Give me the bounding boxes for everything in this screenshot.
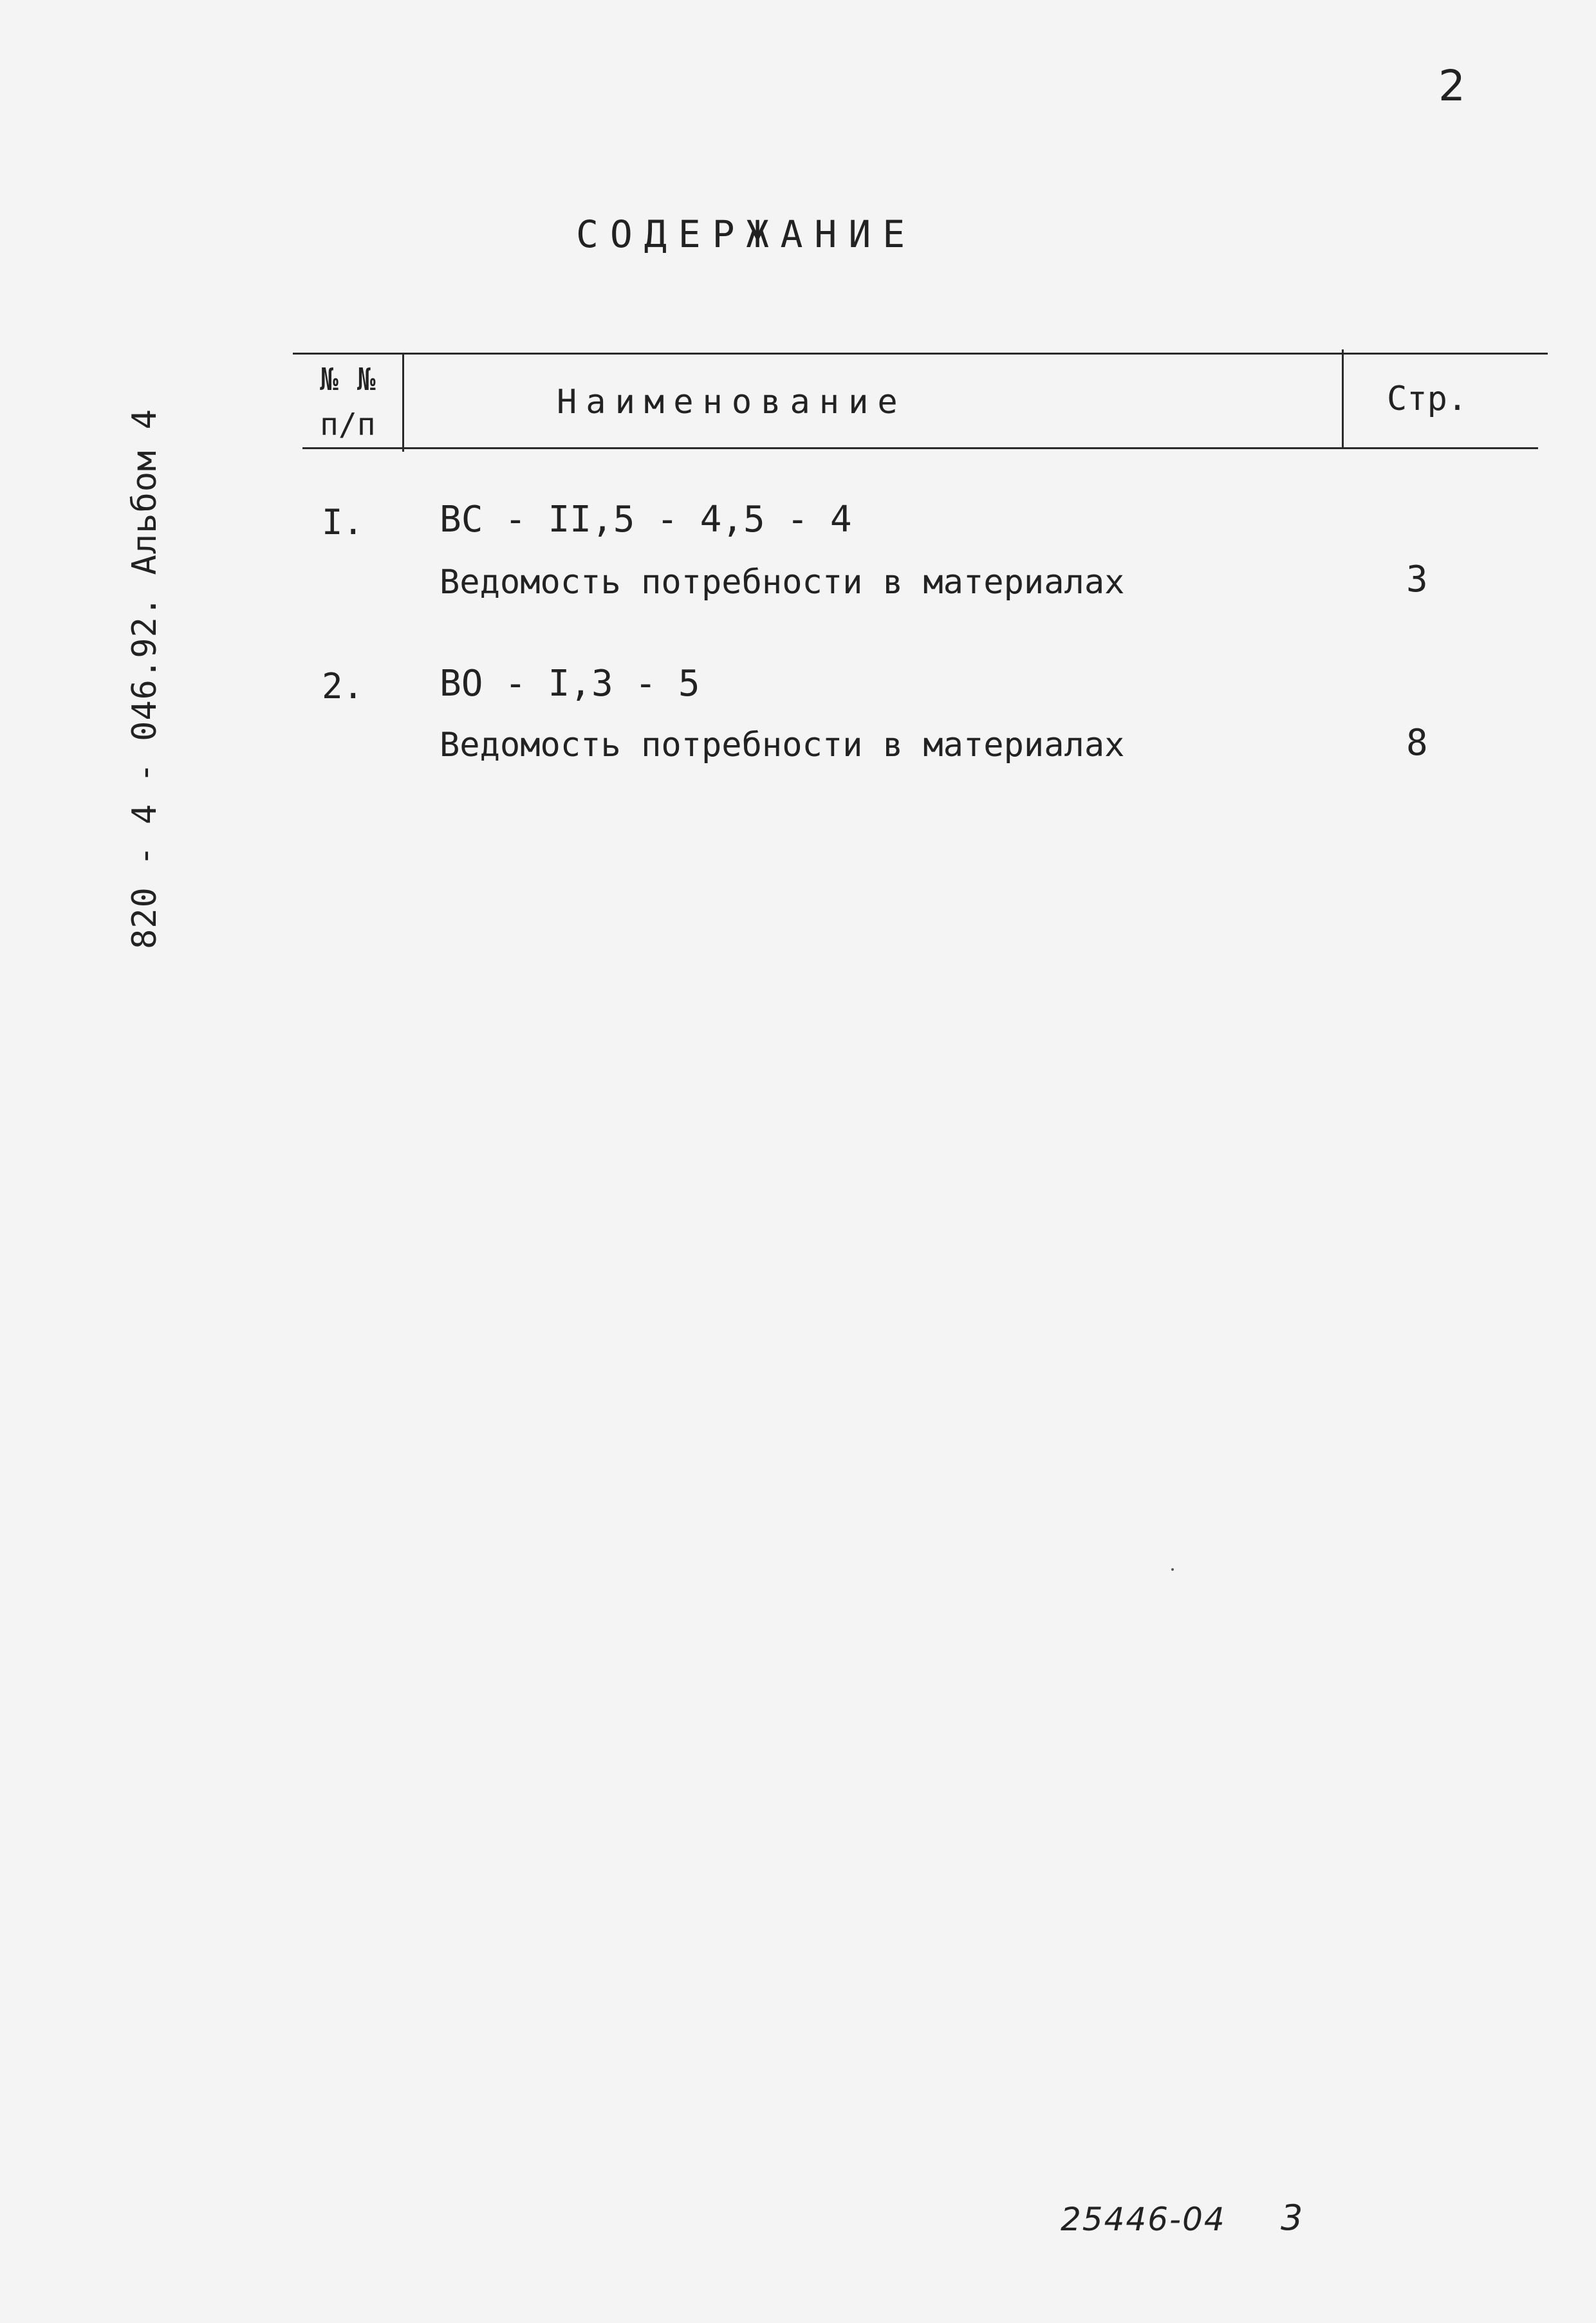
table-top-line	[293, 353, 1548, 355]
paper-speck	[1171, 1568, 1174, 1571]
row-description: Ведомость потребности в материалах	[440, 726, 1125, 764]
row-code: ВО - I,3 - 5	[440, 663, 700, 705]
row-number: 2.	[322, 666, 364, 707]
footer-sheet-number: 3	[1281, 2198, 1303, 2238]
row-code: ВС - II,5 - 4,5 - 4	[440, 499, 852, 541]
row-page: 8	[1406, 722, 1428, 764]
page-number: 2	[1438, 61, 1465, 111]
row-description: Ведомость потребности в материалах	[440, 563, 1125, 602]
footer-stamp: 25446-04	[1061, 2201, 1226, 2238]
header-number-line1: № №	[320, 362, 376, 398]
column-divider-left	[402, 354, 404, 452]
row-page: 3	[1406, 559, 1428, 600]
header-name-cell: Наименование	[557, 383, 907, 421]
column-divider-right	[1342, 349, 1344, 447]
page-title: СОДЕРЖАНИЕ	[576, 212, 917, 256]
row-number: I.	[322, 502, 364, 542]
header-number-line2: п/п	[320, 407, 376, 443]
header-page-cell: Стр.	[1387, 380, 1468, 418]
table-header-bottom-line	[302, 447, 1538, 449]
side-document-code: 820 - 4 - 046.92. Альбом 4	[125, 409, 164, 949]
header-number-cell	[320, 357, 376, 447]
